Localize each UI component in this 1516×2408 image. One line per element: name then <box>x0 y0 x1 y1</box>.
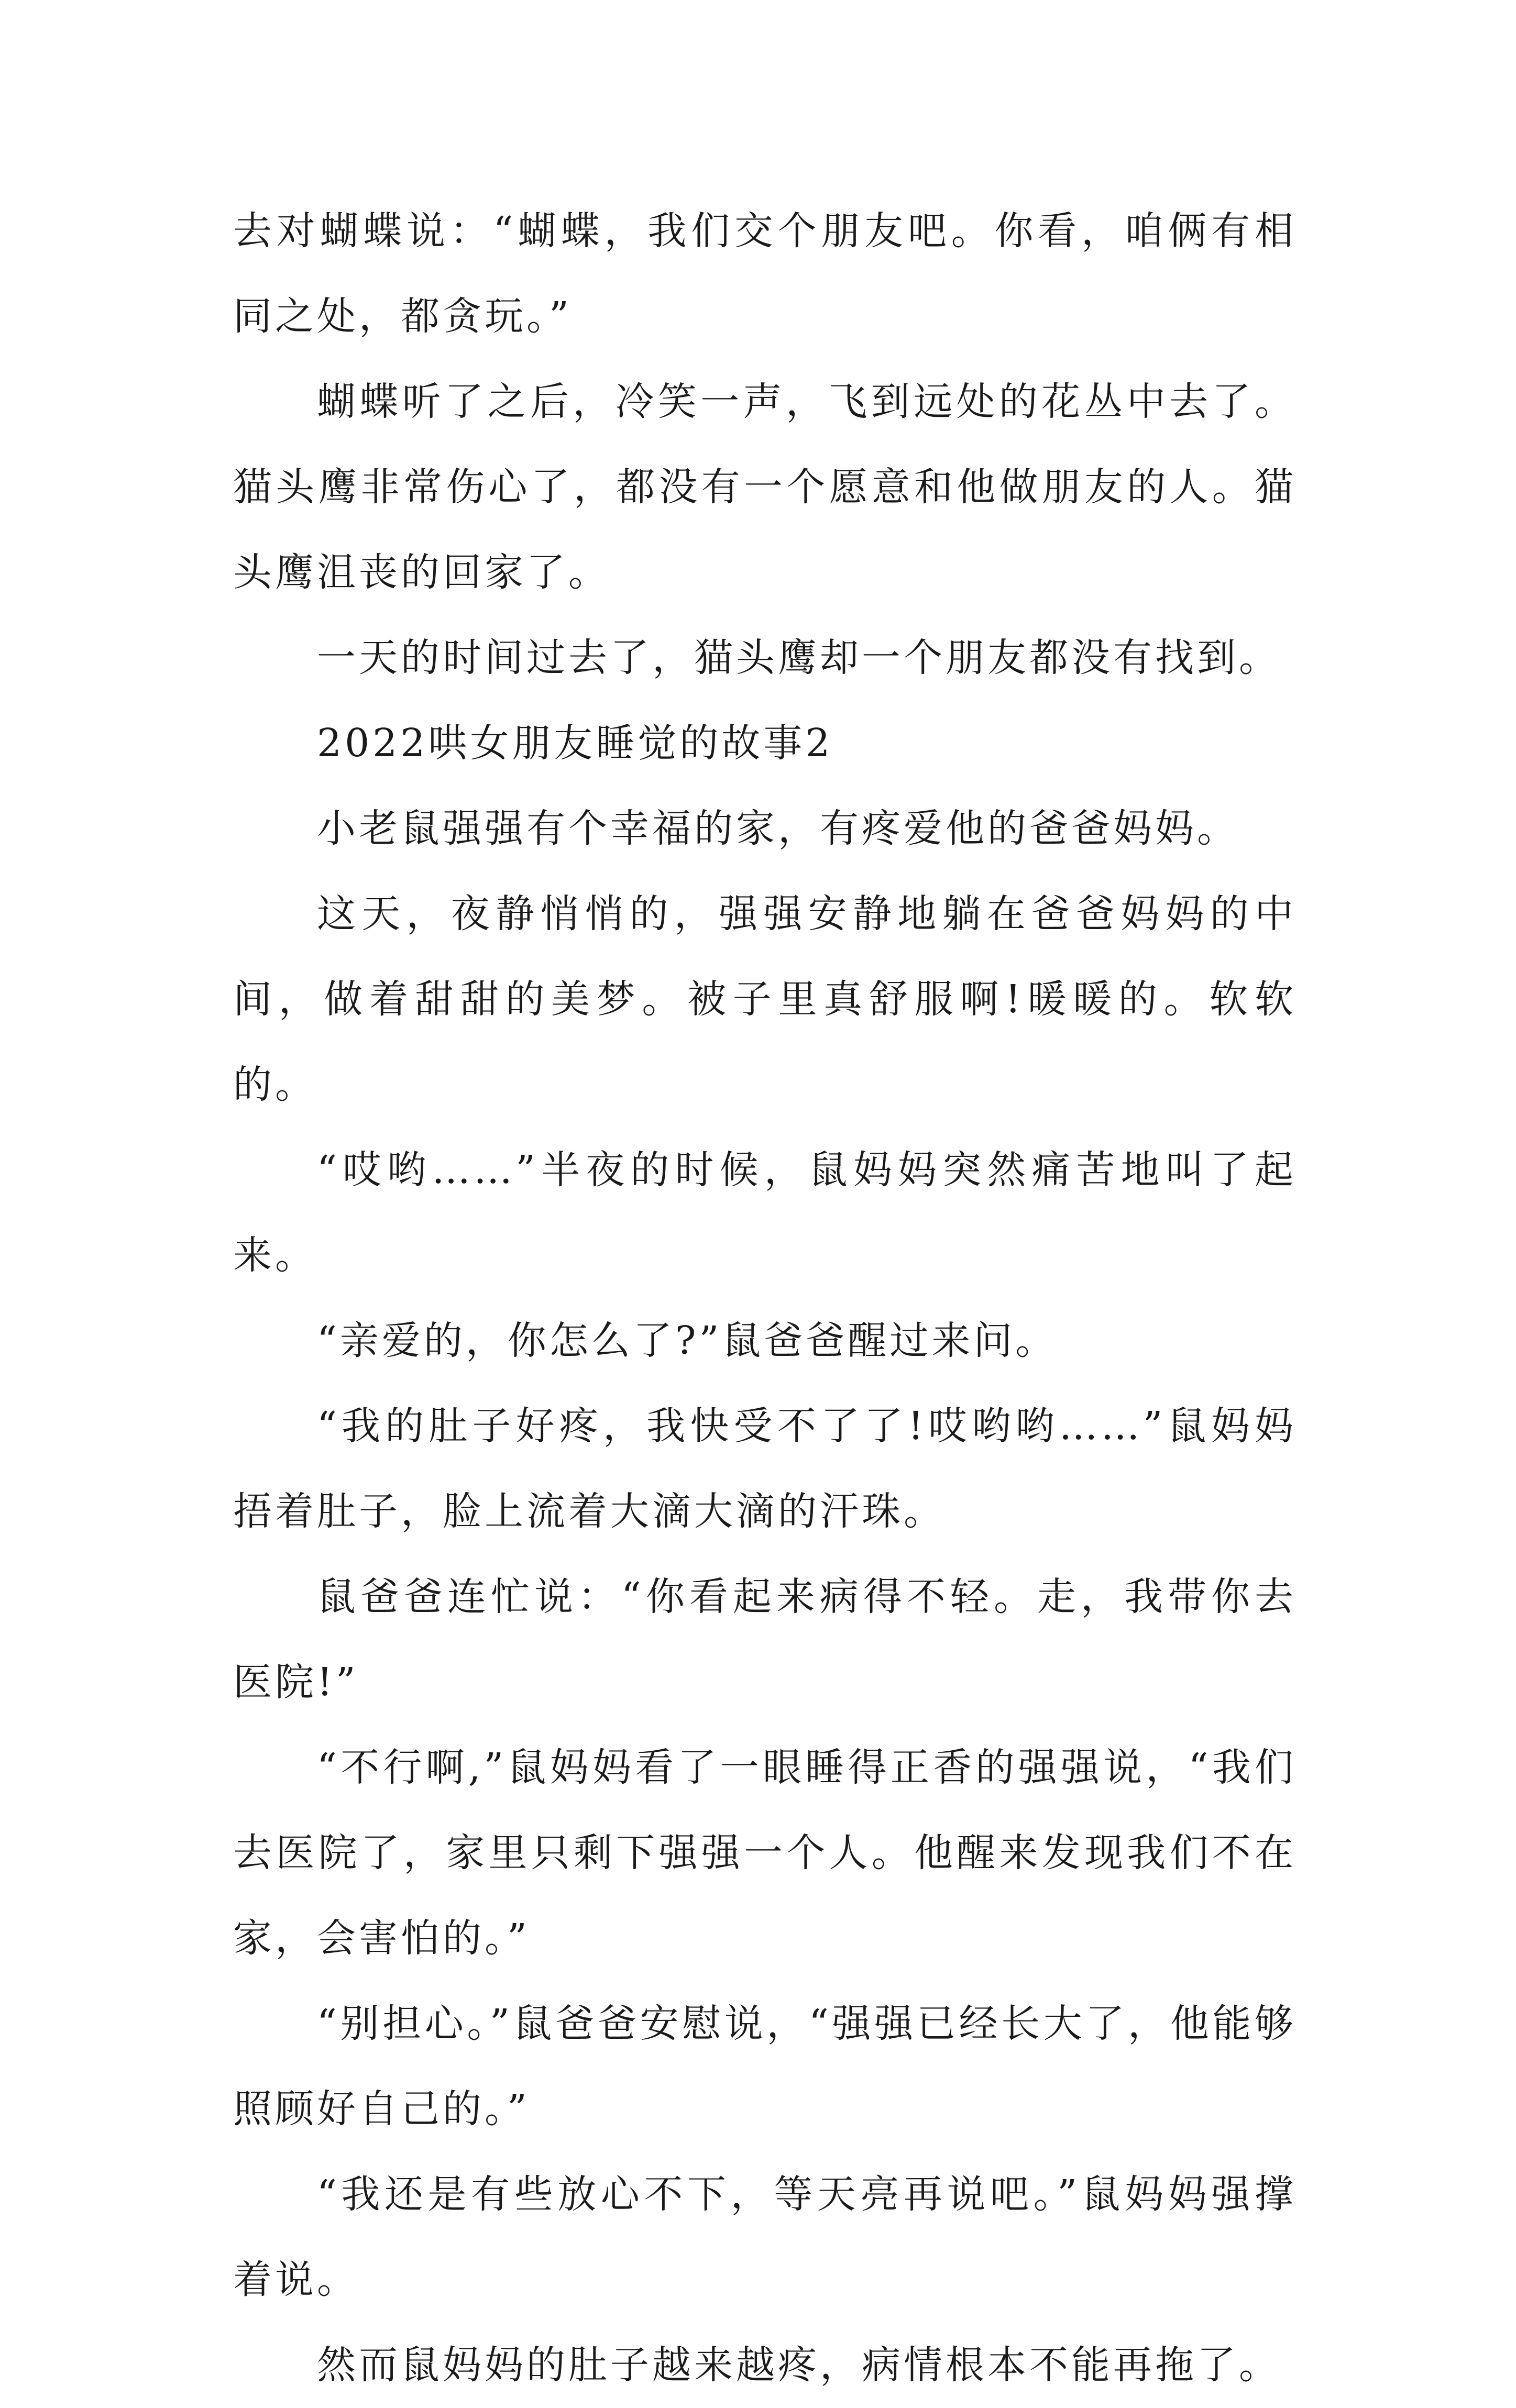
paragraph: 小老鼠强强有个幸福的家，有疼爱他的爸爸妈妈。 <box>317 806 1239 851</box>
story-text <box>233 189 1297 2408</box>
paragraph: “别担心。”鼠爸爸安慰说，“强强已经长大了，他能够照顾好自己的。” <box>233 2001 1297 2131</box>
paragraph: “我还是有些放心不下，等天亮再说吧。”鼠妈妈强撑着说。 <box>233 2172 1297 2302</box>
paragraph: “亲爱的，你怎么了?”鼠爸爸醒过来问。 <box>317 1318 1058 1363</box>
paragraph: 蝴蝶听了之后，冷笑一声，飞到远处的花丛中去了。猫头鹰非常伤心了，都没有一个愿意和他做朋友的人。猫头鹰沮丧的回家了。 <box>233 379 1297 595</box>
paragraph: 这天，夜静悄悄的，强强安静地躺在爸爸妈妈的中间，做着甜甜的美梦。被子里真舒服啊!暖暖的。软软的。 <box>233 891 1297 1107</box>
paragraph: “不行啊,”鼠妈妈看了一眼睡得正香的强强说，“我们去医院了，家里只剩下强强一个人。他醒来发现我们不在家，会害怕的。” <box>233 1745 1297 1961</box>
paragraph: 去对蝴蝶说：“蝴蝶，我们交个朋友吧。你看，咱俩有相同之处，都贪玩。” <box>233 208 1297 339</box>
paragraph: 然而鼠妈妈的肚子越来越疼，病情根本不能再拖了。 <box>317 2343 1281 2388</box>
paragraph: “我的肚子好疼，我快受不了了!哎哟哟……”鼠妈妈捂着肚子，脸上流着大滴大滴的汗珠。 <box>233 1404 1297 1534</box>
section-heading: 2022哄女朋友睡觉的故事2 <box>317 721 833 766</box>
paragraph: 一天的时间过去了，猫头鹰却一个朋友都没有找到。 <box>317 635 1281 680</box>
paragraph: 鼠爸爸连忙说：“你看起来病得不轻。走，我带你去医院!” <box>233 1574 1297 1705</box>
paragraph: “哎哟……”半夜的时候，鼠妈妈突然痛苦地叫了起来。 <box>233 1147 1297 1278</box>
